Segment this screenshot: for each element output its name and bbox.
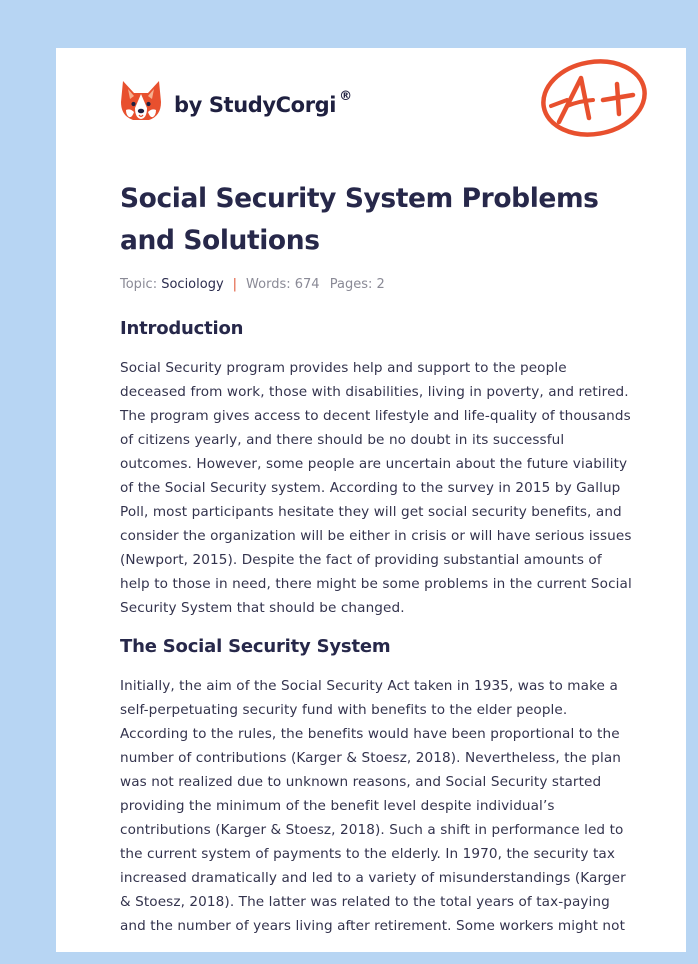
section-heading-introduction: Introduction bbox=[120, 318, 244, 339]
pages-value: 2 bbox=[376, 277, 385, 292]
document-page bbox=[56, 48, 686, 952]
section-heading-social-security-system: The Social Security System bbox=[120, 636, 391, 657]
brand-text: by StudyCorgi bbox=[174, 93, 337, 117]
document-content bbox=[120, 178, 632, 938]
registered-mark: ® bbox=[339, 89, 352, 104]
page-title: Social Security System Problems and Solutions bbox=[120, 183, 599, 256]
words-label: Words: bbox=[246, 277, 291, 292]
paragraph-social-security-system: Initially, the aim of the Social Security Act taken in 1935, was to make a self-perpetuating security fund with benefits to the elder people. According to the rules, the benefits would have been proportional to the number of contributions (Karger & Stoesz, 2018). Nevertheless, the plan was not realized due to unknown reasons, and Social Security started providing the minimum of the benefit level despite individual’s contributions (Karger & Stoesz, 2018). Such a shift in performance led to the current system of payments to the elderly. In 1970, the security tax increased dramatically and led to a variety of misunderstandings (Karger & Stoesz, 2018). The latter was related to the total years of tax-paying and the number of years living after retirement. Some workers might not bbox=[120, 678, 626, 934]
topic-label: Topic: bbox=[120, 277, 158, 292]
document-meta bbox=[120, 276, 632, 294]
paragraph-introduction: Social Security program provides help and support to the people deceased from work, those with disabilities, living in poverty, and retired. The program gives access to decent lifestyle and life-quality of thousands of citizens yearly, and there should be no doubt in its successful outcomes. However, some people are uncertain about the future viability of the Social Security system. According to the survey in 2015 by Gallup Poll, most participants hesitate they will get social security benefits, and consider the organization will be either in crisis or will have serious issues (Newport, 2015). Despite the fact of providing substantial amounts of help to those in need, there might be some problems in the current Social Security System that should be changed. bbox=[120, 360, 632, 616]
pages-label: Pages: bbox=[329, 277, 373, 292]
words-value: 674 bbox=[294, 277, 320, 292]
corgi-head-icon bbox=[120, 78, 162, 122]
studycorgi-logo[interactable] bbox=[120, 78, 352, 122]
meta-separator: | bbox=[232, 277, 238, 292]
brand-name bbox=[174, 89, 352, 117]
topic-link[interactable]: Sociology bbox=[161, 277, 224, 292]
a-plus-grade-icon bbox=[537, 56, 649, 140]
